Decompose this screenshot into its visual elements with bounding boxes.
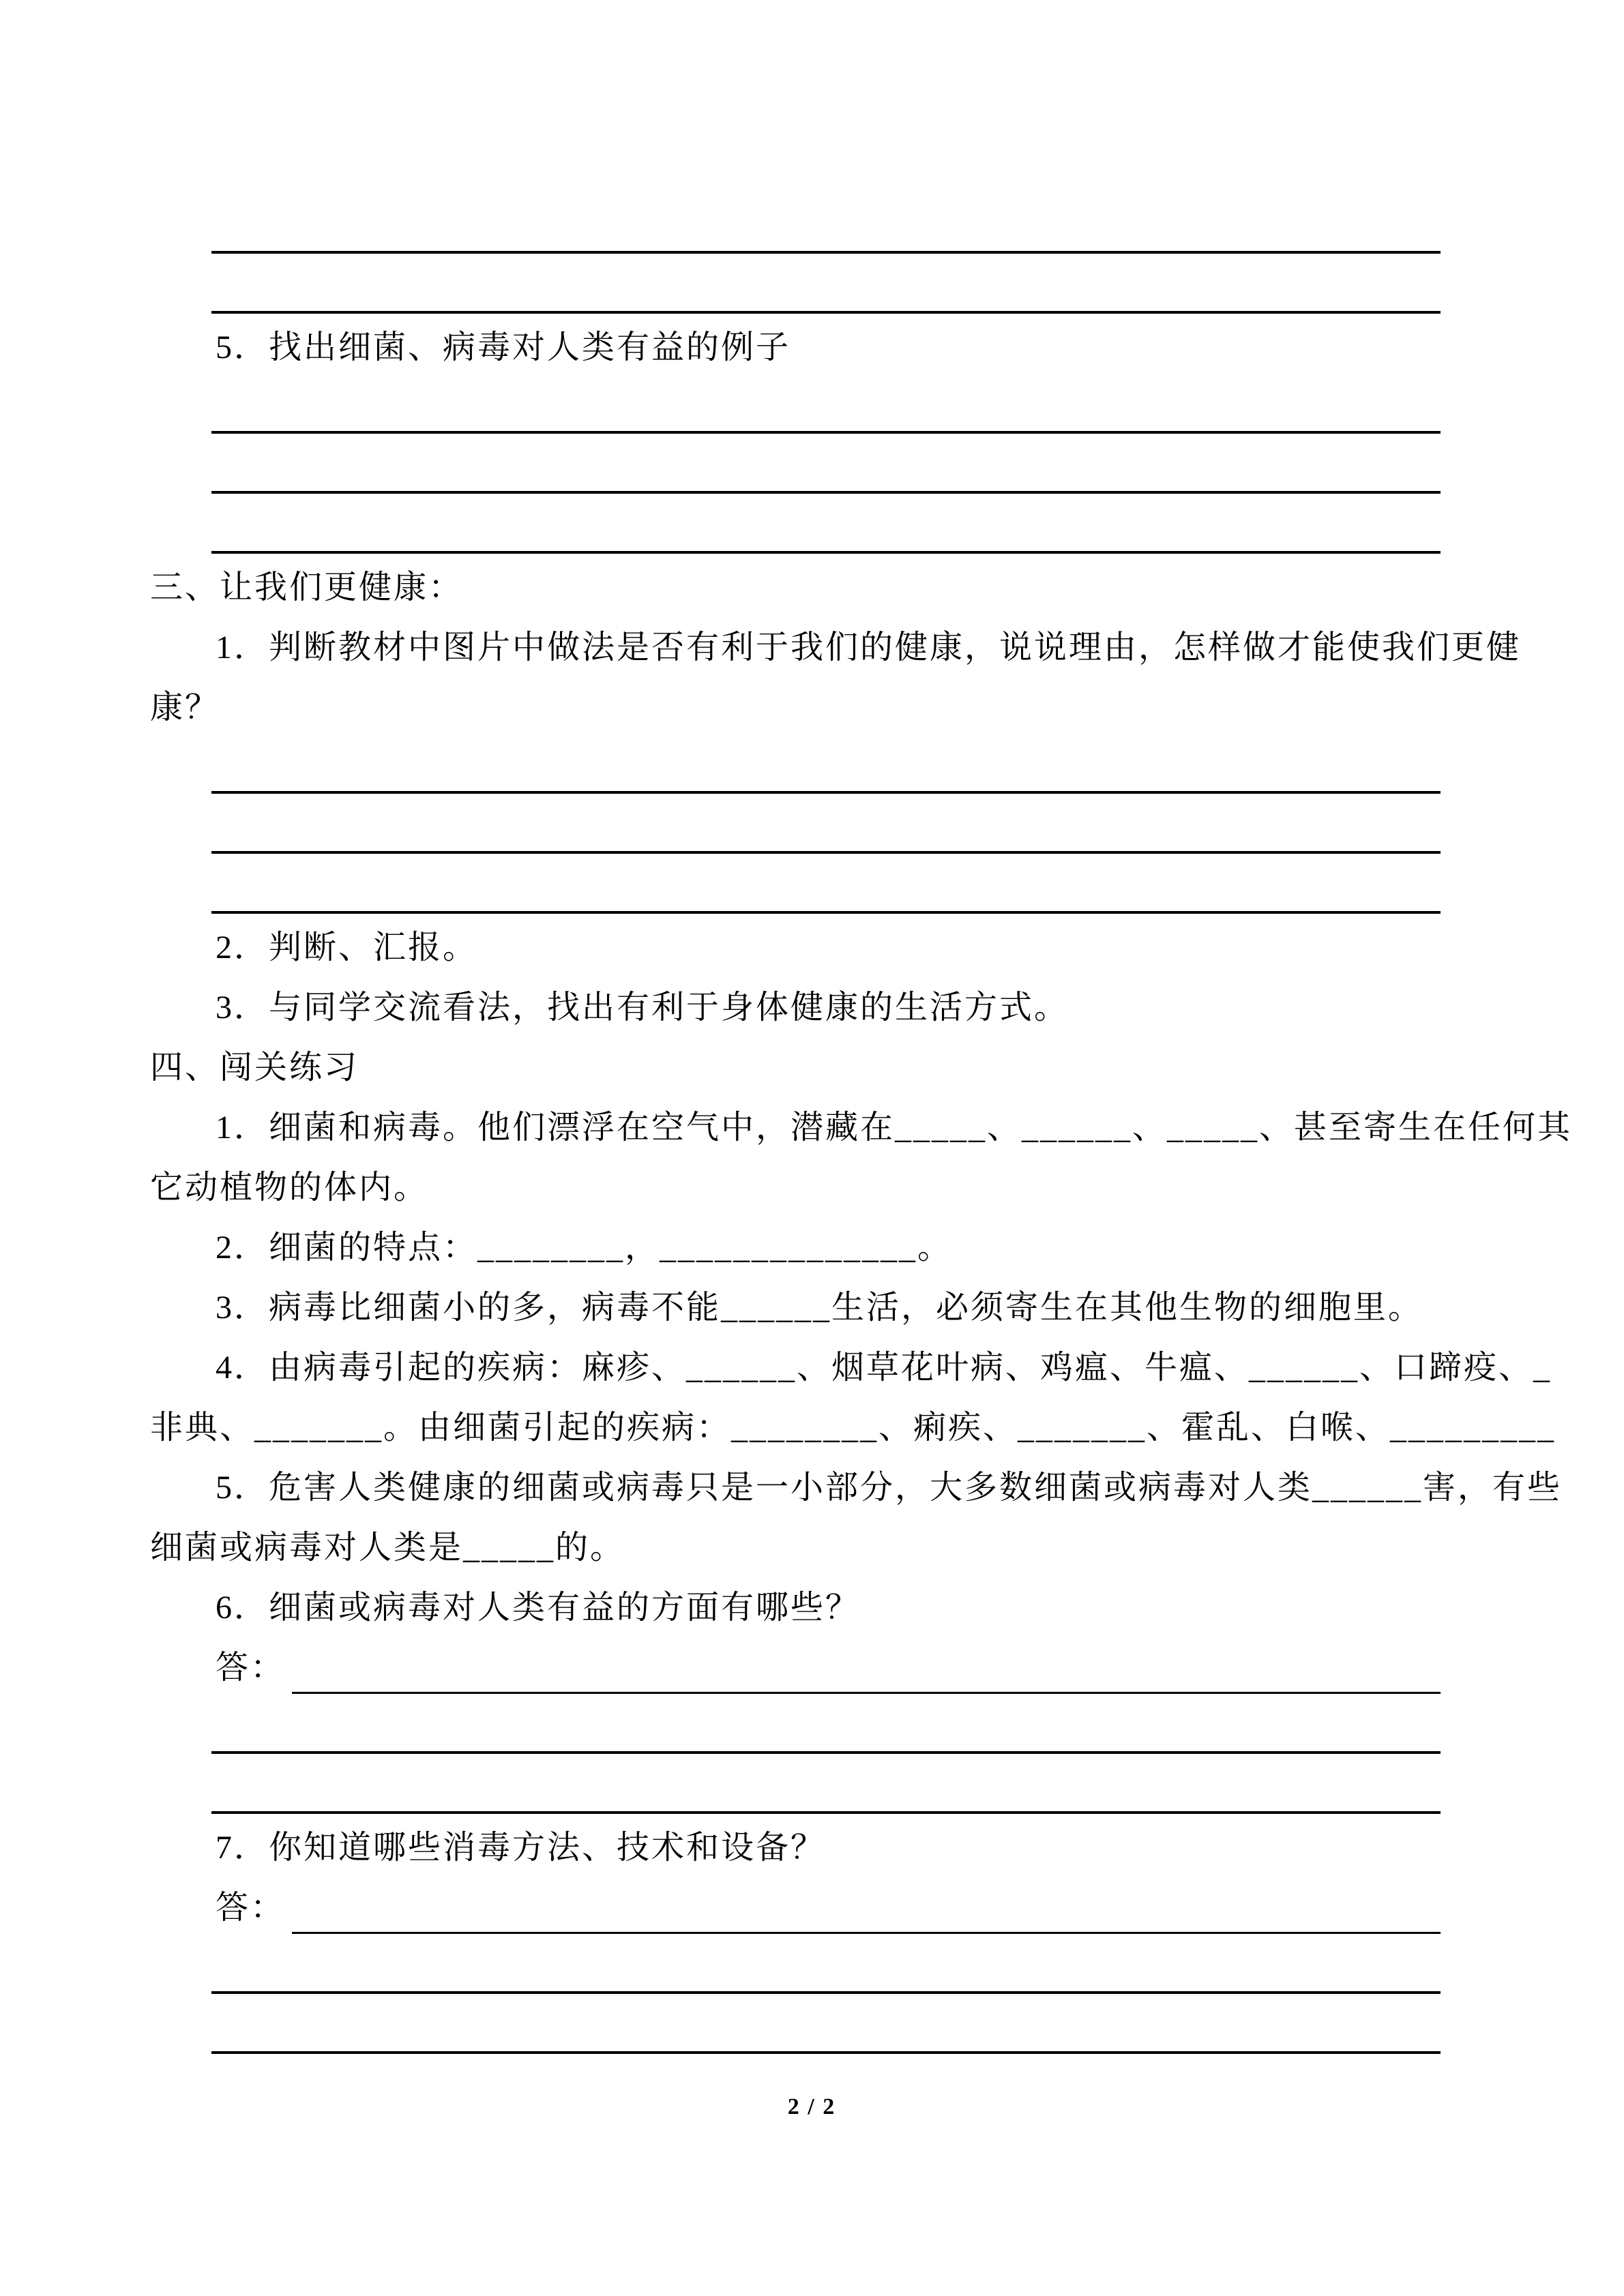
answer-line (150, 498, 1473, 558)
answer-line-rule (211, 311, 1441, 314)
section4-q4-line2: 非典、_______。由细菌引起的疾病：________、痢疾、_______、霍乱、白喉、_________ (150, 1410, 1556, 1446)
answer-line-rule (211, 791, 1441, 794)
answer-line (150, 1998, 1473, 2058)
page-number: 2 / 2 (787, 2094, 836, 2119)
answer-line-rule (211, 491, 1441, 494)
answer-label: 答： (216, 1650, 286, 1686)
answer-line (150, 378, 1473, 438)
answer-underline (292, 1638, 1441, 1694)
answer-line (150, 798, 1473, 858)
answer-line (150, 1938, 1473, 1998)
section4-q3: 3．病毒比细菌小的多，病毒不能______生活，必须寄生在其他生物的细胞里。 (216, 1289, 1423, 1326)
section4-q5-line2: 细菌或病毒对人类是_____的。 (150, 1530, 625, 1566)
answer-line-rule (211, 2051, 1441, 2054)
section3-item2: 2．判断、汇报。 (216, 929, 478, 966)
section4-q1-line2: 它动植物的体内。 (150, 1169, 429, 1206)
q6-answer-row (150, 1638, 1473, 1698)
section4-q7: 7．你知道哪些消毒方法、技术和设备？ (216, 1830, 826, 1866)
section3-item1-line1: 1．判断教材中图片中做法是否有利于我们的健康，说说理由，怎样做才能使我们更健 (216, 629, 1522, 666)
section3-item1-line2: 康？ (150, 689, 220, 726)
section3-item3: 3．与同学交流看法，找出有利于身体健康的生活方式。 (216, 989, 1069, 1026)
section4-q6: 6．细菌或病毒对人类有益的方面有哪些？ (216, 1590, 861, 1626)
section4-q2: 2．细菌的特点：________，______________。 (216, 1229, 953, 1266)
section4-q5-line1: 5．危害人类健康的细菌或病毒只是一小部分，大多数细菌或病毒对人类______害，有些 (216, 1470, 1563, 1506)
section-4-heading: 四、闯关练习 (150, 1049, 359, 1086)
answer-line (150, 198, 1473, 258)
answer-line (150, 438, 1473, 498)
answer-line (150, 258, 1473, 318)
answer-label: 答： (216, 1890, 286, 1926)
answer-line (150, 1758, 1473, 1818)
answer-line-rule (211, 1991, 1441, 1994)
answer-line-rule (211, 551, 1441, 554)
answer-line-rule (211, 911, 1441, 914)
section-3-heading: 三、让我们更健康： (150, 569, 464, 606)
answer-underline (292, 1878, 1441, 1934)
answer-line (150, 738, 1473, 798)
answer-line-rule (211, 431, 1441, 434)
answer-line-rule (211, 851, 1441, 854)
answer-line-rule (211, 251, 1441, 254)
answer-line-rule (211, 1751, 1441, 1754)
answer-line-rule (211, 1811, 1441, 1814)
item-5-beneficial-examples: 5．找出细菌、病毒对人类有益的例子 (216, 329, 791, 366)
answer-line (150, 1698, 1473, 1758)
section4-q4-line1: 4．由病毒引起的疾病：麻疹、______、烟草花叶病、鸡瘟、牛瘟、______、口蹄疫、_ (216, 1350, 1552, 1386)
section4-q1-line1: 1．细菌和病毒。他们漂浮在空气中，潜藏在_____、______、_____、甚至寄生在任何其 (216, 1109, 1573, 1146)
q7-answer-row (150, 1878, 1473, 1938)
answer-line (150, 858, 1473, 918)
